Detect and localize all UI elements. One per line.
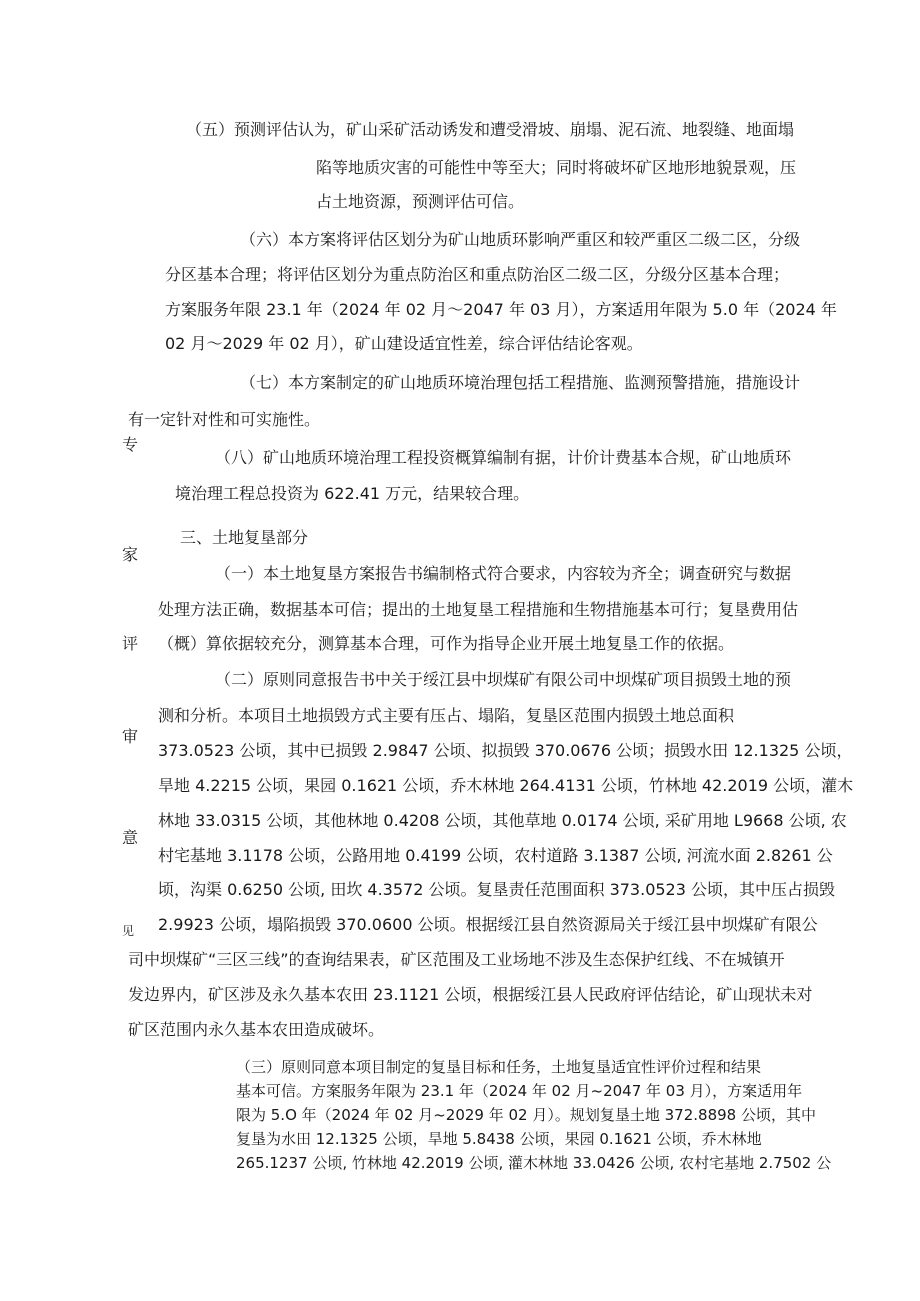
section-7-line: （七）本方案制定的矿山地质环境治理包括工程措施、监测预警措施，措施设计 xyxy=(240,373,801,392)
side-label-zhuan: 专 xyxy=(122,435,139,454)
part-3-item-1-line: 处理方法正确，数据基本可信；提出的土地复垦工程措施和生物措施基本可行；复垦费用估 xyxy=(158,600,799,619)
part-3-item-1-line: （一）本土地复垦方案报告书编制格式符合要求，内容较为齐全；调查研究与数据 xyxy=(215,564,792,583)
part-3-item-2-line: 司中坝煤矿“三区三线”的查询结果表，矿区范围及工业场地不涉及生态保护红线、不在城镇开 xyxy=(128,950,785,969)
section-8-line: 境治理工程总投资为 622.41 万元，结果较合理。 xyxy=(175,484,530,503)
part-3-item-3-line: 限为 5.O 年（2024 年 02 月~2029 年 02 月）。规划复垦土地 372.8898 公顷，其中 xyxy=(236,1106,816,1124)
part-3-item-2-line: 矿区范围内永久基本农田造成破坏。 xyxy=(128,1020,385,1039)
part-3-item-3-line: 基本可信。方案服务年限为 23.1 年（2024 年 02 月~2047 年 03 月），方案适用年 xyxy=(236,1082,803,1100)
part-3-item-2-line: 旱地 4.2215 公顷，果园 0.1621 公顷，乔木林地 264.4131 公顷，竹林地 42.2019 公顷，灌木 xyxy=(158,776,854,795)
part-3-item-2-line: 测和分析。本项目土地损毁方式主要有压占、塌陷，复垦区范围内损毁土地总面积 xyxy=(158,706,735,725)
part-3-item-2-line: 林地 33.0315 公顷，其他林地 0.4208 公顷，其他草地 0.0174 公顷, 采矿用地 L9668 公顷, 农 xyxy=(158,811,847,830)
section-8-line: （八）矿山地质环境治理工程投资概算编制有据，计价计费基本合规，矿山地质环 xyxy=(215,448,792,467)
part-3-item-2-line: 2.9923 公顷，塌陷损毁 370.0600 公顷。根据绥江县自然资源局关于绥江县中坝煤矿有限公 xyxy=(158,915,818,934)
side-label-ping: 评 xyxy=(122,634,139,653)
section-6-line: （六）本方案将评估区划分为矿山地质环影响严重区和较严重区二级二区，分级 xyxy=(240,230,801,249)
side-label-shen: 审 xyxy=(122,727,139,746)
section-6-line: 02 月～2029 年 02 月），矿山建设适宜性差，综合评估结论客观。 xyxy=(165,334,643,353)
side-label-jia: 家 xyxy=(122,545,139,564)
part-3-item-3-line: 265.1237 公顷, 竹林地 42.2019 公顷, 灌木林地 33.0426 公顷, 农村宅基地 2.7502 公 xyxy=(236,1154,832,1172)
section-7-line: 有一定针对性和可实施性。 xyxy=(128,410,321,429)
part-3-item-2-line: 村宅基地 3.1178 公顷，公路用地 0.4199 公顷，农村道路 3.1387 公顷, 河流水面 2.8261 公 xyxy=(158,846,833,865)
section-5-line: （五）预测评估认为，矿山采矿活动诱发和遭受滑坡、崩塌、泥石流、地裂缝、地面塌 xyxy=(186,120,795,139)
side-label-jian: 见 xyxy=(122,924,135,938)
part-3-item-2-line: 顷，沟渠 0.6250 公顷, 田坎 4.3572 公顷。复垦责任范围面积 373.0523 公顷，其中压占损毁 xyxy=(158,880,836,899)
section-5-line: 占土地资源，预测评估可信。 xyxy=(316,192,525,211)
part-3-item-3-line: 复垦为水田 12.1325 公顷，旱地 5.8438 公顷，果园 0.1621 公顷，乔木林地 xyxy=(236,1130,762,1148)
part-3-item-2-line: 373.0523 公顷，其中已损毁 2.9847 公顷、拟损毁 370.0676 公顷；损毁水田 12.1325 公顷， xyxy=(158,741,853,760)
part-3-item-3-line: （三）原则同意本项目制定的复垦目标和任务，土地复垦适宜性评价过程和结果 xyxy=(236,1058,762,1076)
side-label-yi: 意 xyxy=(122,828,139,847)
section-5-line: 陷等地质灾害的可能性中等至大；同时将破坏矿区地形地貌景观，压 xyxy=(316,158,797,177)
part-3-heading: 三、土地复垦部分 xyxy=(180,528,309,547)
part-3-item-2-line: 发边界内，矿区涉及永久基本农田 23.1121 公顷，根据绥江县人民政府评估结论，矿山现状未对 xyxy=(128,985,813,1004)
section-6-line: 分区基本合理；将评估区划分为重点防治区和重点防治区二级二区，分级分区基本合理； xyxy=(165,265,790,284)
section-6-line: 方案服务年限 23.1 年（2024 年 02 月～2047 年 03 月），方案适用年限为 5.0 年（2024 年 xyxy=(165,300,837,319)
part-3-item-2-line: （二）原则同意报告书中关于绥江县中坝煤矿有限公司中坝煤矿项目损毁土地的预 xyxy=(215,670,792,689)
part-3-item-1-line: （概）算依据较充分，测算基本合理，可作为指导企业开展土地复垦工作的依据。 xyxy=(158,634,735,653)
